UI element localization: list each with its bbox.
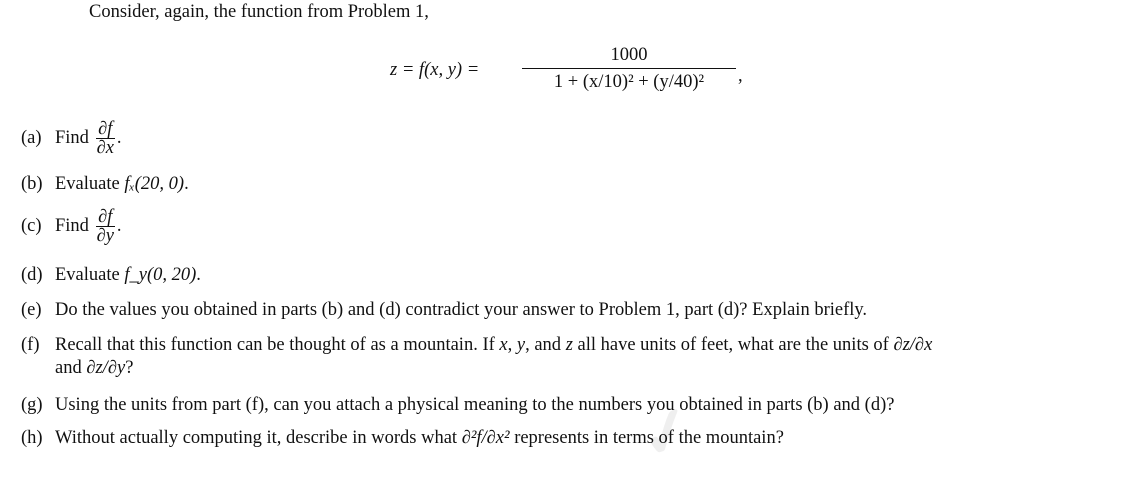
partial-derivative-y xyxy=(96,208,115,245)
item-label: (c) xyxy=(21,215,42,236)
item-label: (a) xyxy=(21,127,42,148)
item-label: (f) xyxy=(21,335,40,355)
math-dzdy: ∂z/∂y xyxy=(86,358,126,378)
item-text: ? xyxy=(125,358,134,378)
partial-numerator: ∂f xyxy=(98,119,113,139)
item-label: (g) xyxy=(21,395,43,415)
item-label: (h) xyxy=(21,428,43,448)
item-d xyxy=(21,265,201,286)
item-math: f_y(0, 20) xyxy=(124,265,197,285)
item-b xyxy=(21,174,189,195)
equation-lhs: z = f(x, y) = xyxy=(390,60,480,80)
item-end: . xyxy=(116,215,122,236)
item-text: Evaluate xyxy=(55,265,120,285)
item-label: (e) xyxy=(21,300,42,320)
item-text: Find xyxy=(55,127,89,148)
item-text: represents in terms of the mountain? xyxy=(514,428,784,448)
item-end: . xyxy=(196,265,201,285)
equation-denominator: 1 + (x/10)² + (y/40)² xyxy=(553,72,705,92)
equation-comma: , xyxy=(738,66,743,86)
item-text: all have units of feet, what are the units of xyxy=(577,335,889,355)
item-text: and xyxy=(55,358,82,378)
equation-numerator: 1000 xyxy=(610,45,648,65)
var-x: x xyxy=(499,335,508,355)
item-text: Without actually computing it, describe in words what xyxy=(55,428,458,448)
partial-denominator: ∂y xyxy=(96,226,114,246)
var-z: z xyxy=(565,335,573,355)
item-text: Find xyxy=(55,215,89,236)
equation-fraction xyxy=(522,42,736,95)
item-text: , and xyxy=(525,335,562,355)
partial-numerator: ∂f xyxy=(98,207,113,227)
item-a xyxy=(21,120,122,157)
item-f xyxy=(21,335,932,356)
item-h xyxy=(21,428,784,449)
item-text: Do the values you obtained in parts (b) and (d) contradict your answer to Problem 1, part (d)? Explain briefly. xyxy=(55,300,868,320)
var-y: y xyxy=(516,335,526,355)
item-label: (b) xyxy=(21,174,43,194)
item-text: , xyxy=(507,335,513,355)
math-dzdx: ∂z/∂x xyxy=(893,335,933,355)
intro-text: Consider, again, the function from Problem 1, xyxy=(89,2,429,22)
item-f-line2 xyxy=(55,358,133,379)
item-text: Evaluate xyxy=(55,174,120,194)
second-derivative: ∂²f/∂x² xyxy=(461,428,510,448)
item-end: . xyxy=(184,174,189,194)
item-text: Recall that this function can be thought of as a mountain. If xyxy=(55,335,495,355)
item-c xyxy=(21,208,122,245)
watermark: ✓ xyxy=(630,389,704,475)
item-text: Using the units from part (f), can you attach a physical meaning to the numbers you obtained in parts (b) and (d)? xyxy=(55,395,895,415)
item-g xyxy=(21,395,894,416)
item-end: . xyxy=(116,127,122,148)
partial-denominator: ∂x xyxy=(96,138,114,158)
item-math: fₓ(20, 0) xyxy=(124,174,185,194)
partial-derivative-x xyxy=(96,120,115,157)
item-label: (d) xyxy=(21,265,43,285)
item-e xyxy=(21,300,867,321)
